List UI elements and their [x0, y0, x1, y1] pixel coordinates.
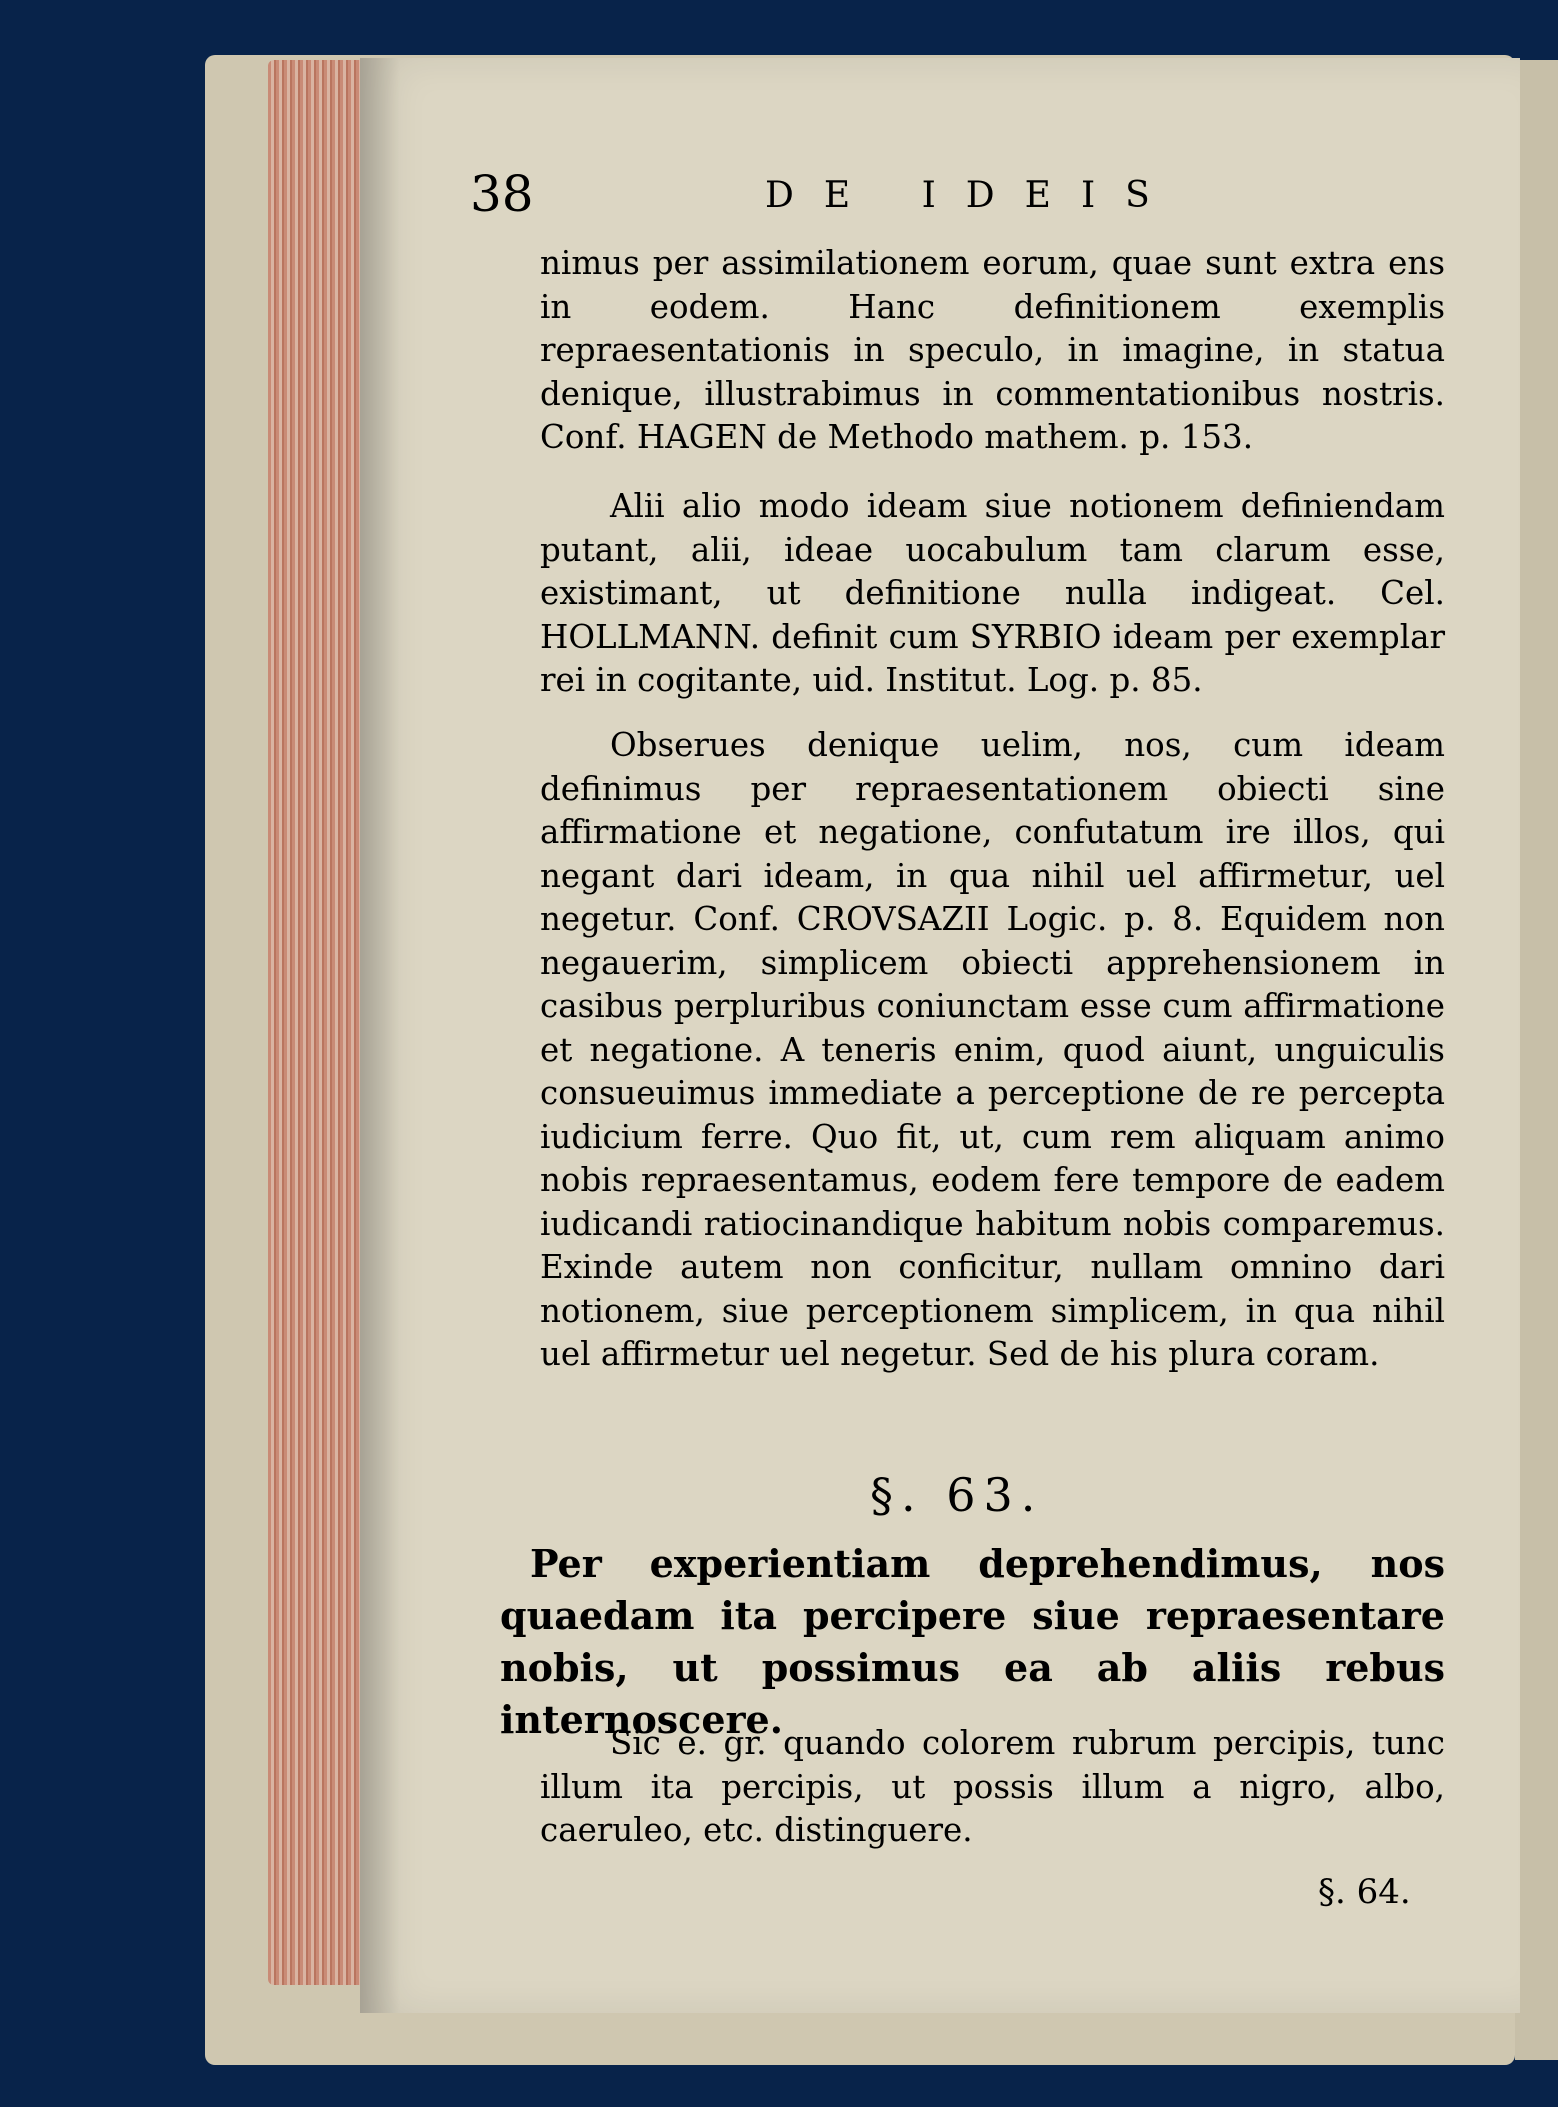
section-heading: §. 63. — [870, 1468, 1044, 1522]
page-number: 38 — [470, 165, 534, 223]
catchword: §. 64. — [1318, 1872, 1411, 1912]
section-body: Sic e. gr. quando colorem rubrum percipis, tunc illum ita percipis, ut possis illum a nigro, albo, caeruleo, etc. distinguere. — [540, 1724, 1445, 1849]
running-head: DE IDEIS — [765, 175, 1180, 216]
gutter-shadow — [360, 58, 400, 2013]
page-header — [470, 165, 1470, 225]
paragraph-obserues: Obserues denique uelim, nos, cum ideam definimus per repraesentationem obiecti sine affirmatione et negatione, confutatum ire illos, qui negant dari ideam, in qua nihil uel affirmetur, uel negetur. Conf. CROVSAZII Logic. p. 8. Equidem non negauerim, simplicem obiecti apprehensionem in casibus perpluribus coniunctam esse cum affirmatione et negatione. A teneris enim, quod aiunt, unguiculis consueuimus immediate a perceptione de re percepta iudicium ferre. Quo fit, ut, cum rem aliquam animo nobis repraesentamus, eodem fere tempore de eadem iudicandi ratiocinandique habitum nobis comparemus. Exinde autem non conficitur, nullam omnino dari notionem, siue perceptionem simplicem, in qua nihil uel affirmetur uel negetur. Sed de his plura coram. — [540, 726, 1445, 1373]
section-thesis: Per experientiam deprehendimus, nos quaedam ita percipere siue repraesentare nobis, ut possimus ea ab aliis rebus internoscere. — [500, 1541, 1445, 1742]
page-stack-edge — [268, 60, 370, 1985]
paragraph-continuation: nimus per assimilationem eorum, quae sunt extra ens in eodem. Hanc definitionem exemplis repraesentationis in speculo, in imagine, in statua denique, illustrabimus in commentationibus nostris. Conf. HAGEN de Methodo mathem. p. 153. — [540, 244, 1445, 456]
paragraph-alii: Alii alio modo ideam siue notionem definiendam putant, alii, ideae uocabulum tam clarum esse, existimant, ut definitione nulla indigeat. Cel. HOLLMANN. definit cum SYRBIO ideam per exemplar rei in cogitante, uid. Institut. Log. p. 85. — [540, 487, 1445, 699]
facing-page-edge — [1515, 60, 1558, 2060]
